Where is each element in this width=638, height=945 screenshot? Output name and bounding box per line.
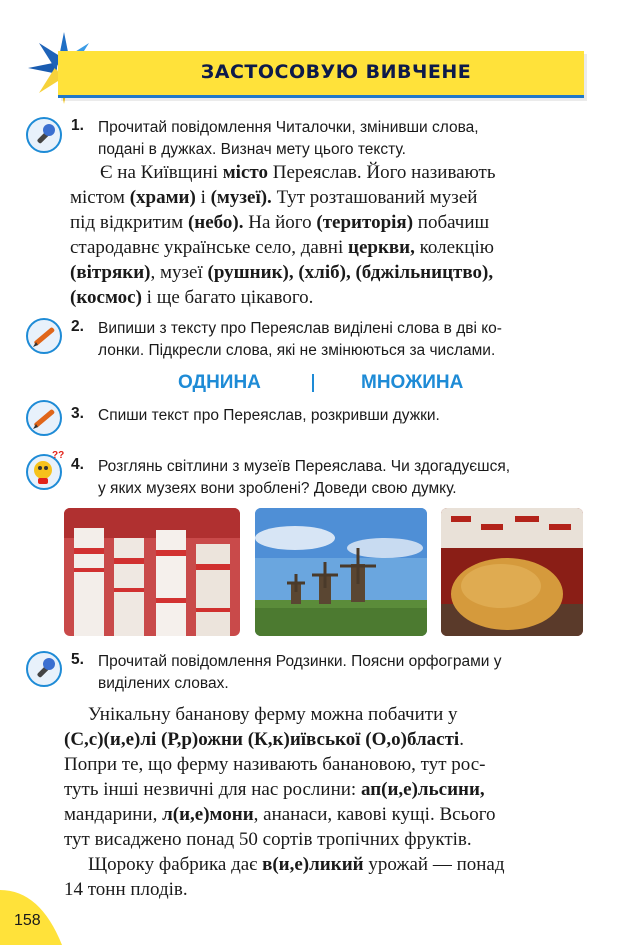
reading-text-2: Унікальну бананову ферму можна побачити у (С,с)(и,е)лі (Р,р)ожни (К,к)иївської (О,о)бласті. Попри те, що ферму називають банановою, тут рос- туть інші незвичні для нас рослини: ап(и,е)льсини, мандарини, л(и,е)мони, ананаси, кавові кущі. Всього тут висаджено понад 50 сортів тропічних фруктів. Щороку фабрика дає в(и,е)ликий урожай — понад 14 тонн плодів. — [64, 704, 505, 900]
task-number: 3. — [71, 405, 84, 422]
task-instruction: Спиши текст про Переяслав, розкривши дужки. — [98, 407, 440, 424]
task-number: 2. — [71, 318, 84, 335]
bread-photo — [441, 508, 583, 636]
task-4 — [26, 448, 626, 498]
microphone-icon — [26, 651, 62, 687]
thinking-character-icon — [26, 448, 66, 492]
pen-icon — [26, 400, 62, 436]
task-instruction: Випиши з тексту про Переяслав виділені слова в дві ко- лонки. Підкресли слова, які не змінюються за числами. — [98, 320, 502, 359]
task-number: 4. — [71, 456, 84, 473]
column-plural: МНОЖИНА — [361, 372, 464, 393]
pen-icon — [26, 318, 62, 354]
task-5 — [26, 651, 626, 697]
column-singular: ОДНИНА — [178, 372, 261, 393]
task-instruction: Розглянь світлини з музеїв Переяслава. Чи здогадуєшся, у яких музеях вони зроблені? Доведи свою думку. — [98, 458, 511, 497]
page-number: 158 — [14, 912, 41, 929]
windmills-photo — [255, 508, 427, 636]
task-2 — [26, 318, 626, 364]
column-divider — [312, 374, 314, 392]
section-title: ЗАСТОСОВУЮ ВИВЧЕНЕ — [200, 61, 472, 83]
section-banner — [58, 51, 584, 98]
task-instruction: Прочитай повідомлення Родзинки. Поясни орфограми у виділених словах. — [98, 653, 502, 692]
microphone-icon — [26, 117, 62, 153]
svg-text:??: ?? — [52, 450, 65, 461]
task-number: 5. — [71, 651, 84, 668]
task-3 — [26, 400, 626, 436]
reading-text-1: Є на Київщині місто Переяслав. Його називають містом (храми) і (музеї). Тут розташований музей під відкритим (небо). На його (територія) побачиш стародавнє українське село, давні церкви, колекцію (вітряки), музеї (рушник), (хліб), (бджільництво), (космос) і ще багато цікавого. — [70, 162, 496, 308]
task-1 — [26, 117, 626, 163]
column-headers — [0, 370, 638, 398]
task-number: 1. — [71, 117, 84, 134]
task-instruction: Прочитай повідомлення Читалочки, змінивши слова, подані в дужках. Визнач мету цього тексту. — [98, 119, 479, 158]
embroidered-towels-photo — [64, 508, 240, 636]
